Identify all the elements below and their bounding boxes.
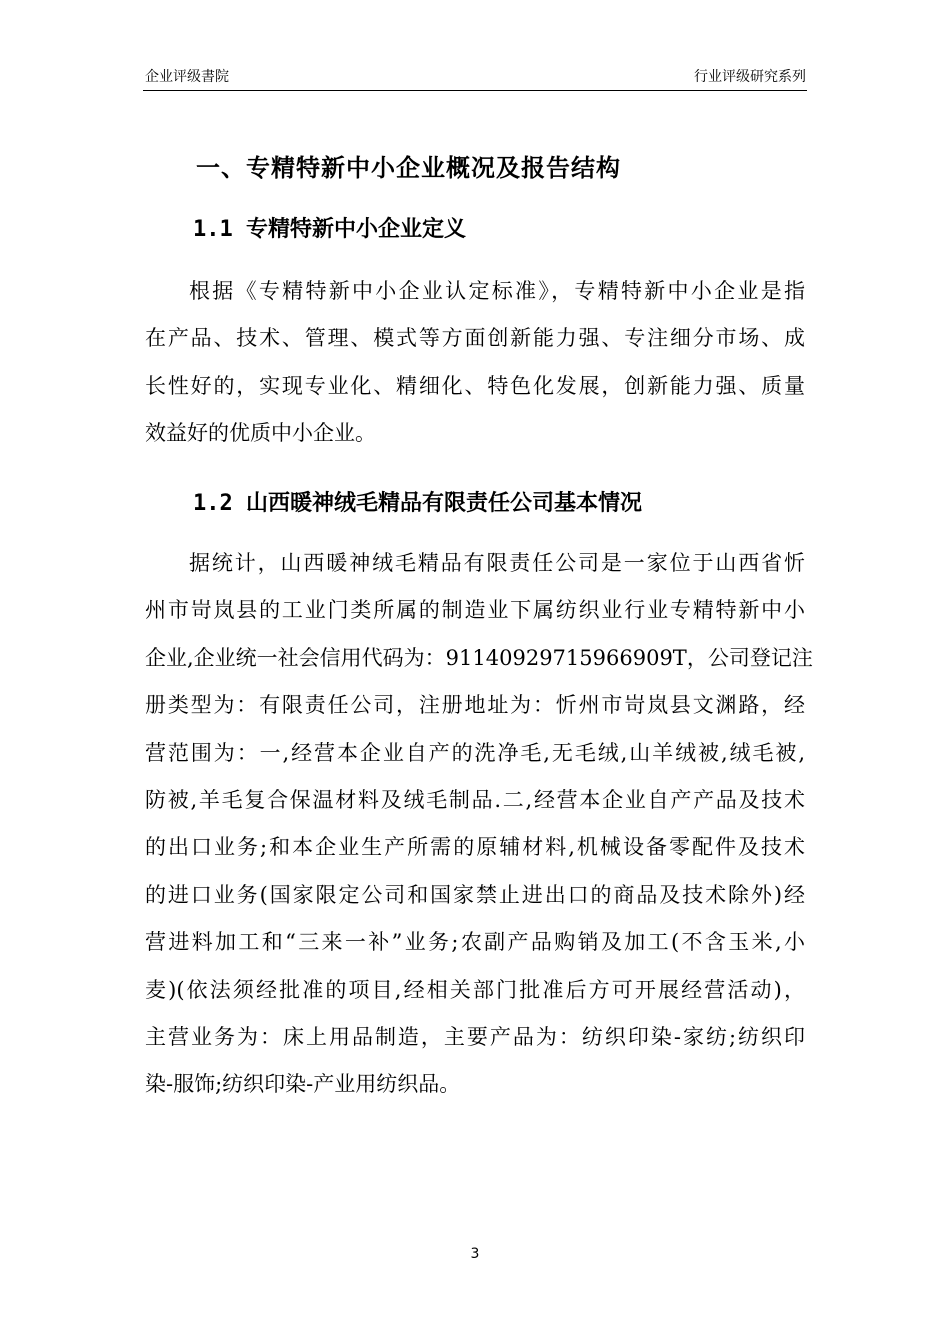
page-number: 3 <box>470 1246 480 1262</box>
text-line: 根据《专精特新中小企业认定标准》，专精特新中小企业是指 <box>189 279 805 303</box>
text-line: 防被,羊毛复合保温材料及绒毛制品.二,经营本企业自产产品及技术 <box>145 787 805 812</box>
paragraph-company-info <box>145 540 813 1109</box>
text-line: 的进口业务(国家限定公司和国家禁止进出口的商品及技术除外)经 <box>145 882 805 907</box>
text-line: 麦)(依法须经批准的项目,经相关部门批准后方可开展经营活动)， <box>145 977 805 1002</box>
text-line: 的出口业务;和本企业生产所需的原辅材料,机械设备零配件及技术 <box>145 835 805 860</box>
text-line: 染-服饰;纺织印染-产业用纺织品。 <box>145 1072 461 1097</box>
text-line: 州市岢岚县的工业门类所属的制造业下属纺织业行业专精特新中小 <box>145 598 805 623</box>
header-right: 行业评级研究系列 <box>694 69 806 85</box>
text-line: 主营业务为：床上用品制造，主要产品为：纺织印染-家纺;纺织印 <box>145 1024 805 1049</box>
section-heading: 一、专精特新中小企业概况及报告结构 <box>196 154 621 182</box>
paragraph-definition <box>145 268 805 458</box>
header-rule <box>143 90 807 91</box>
text-line: 营范围为：一,经营本企业自产的洗净毛,无毛绒,山羊绒被,绒毛被, <box>145 740 805 765</box>
subsection-heading-1-1: 1.1 专精特新中小企业定义 <box>193 217 466 242</box>
text-line: 据统计，山西暖神绒毛精品有限责任公司是一家位于山西省忻 <box>189 551 805 575</box>
text-line: 在产品、技术、管理、模式等方面创新能力强、专注细分市场、成 <box>145 326 805 351</box>
text-line: 营进料加工和“三来一补”业务;农副产品购销及加工(不含玉米,小 <box>145 930 805 955</box>
text-line: 企业,企业统一社会信用代码为：91140929715966909T，公司登记注 <box>145 645 813 670</box>
text-line: 册类型为：有限责任公司，注册地址为：忻州市岢岚县文渊路，经 <box>145 693 805 718</box>
subsection-heading-1-2: 1.2 山西暖神绒毛精品有限责任公司基本情况 <box>193 491 642 516</box>
text-line: 效益好的优质中小企业。 <box>145 421 376 446</box>
header-left: 企业评级書院 <box>145 69 229 85</box>
text-line: 长性好的，实现专业化、精细化、特色化发展，创新能力强、质量 <box>145 373 805 398</box>
